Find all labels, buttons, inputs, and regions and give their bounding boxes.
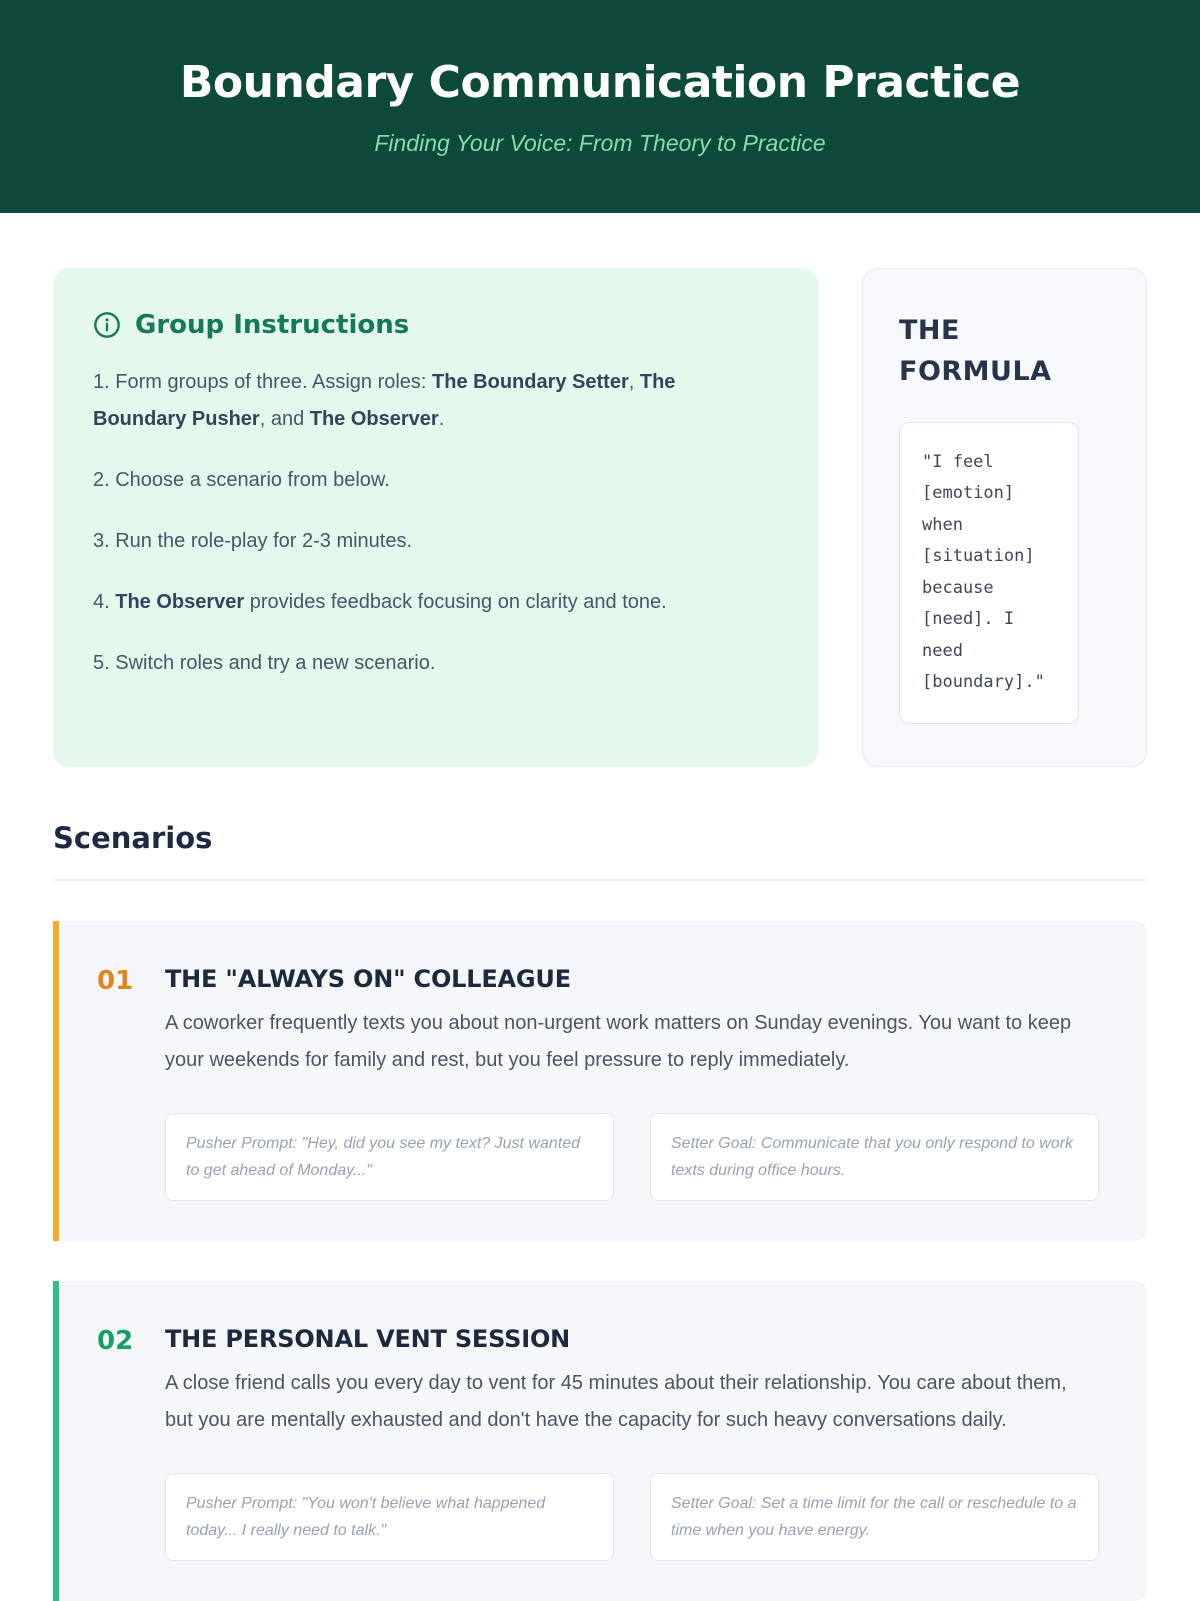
page-subtitle: Finding Your Voice: From Theory to Practice [374,129,826,156]
setter-goal-box: Setter Goal: Set a time limit for the call or reschedule to a time when you have energy. [650,1473,1099,1561]
top-row [53,268,1147,767]
page-title: Boundary Communication Practice [179,56,1021,108]
content-area [53,268,1147,1601]
formula-code: "I feel [emotion] when [situation] because [need]. I need [boundary]." [922,452,1045,693]
instruction-item-5: 5. Switch roles and try a new scenario. [93,652,436,674]
pusher-prompt-box: Pusher Prompt: "You won't believe what happened today... I really need to talk." [165,1473,614,1561]
setter-goal-box: Setter Goal: Communicate that you only respond to work texts during office hours. [650,1113,1099,1201]
info-circle-icon [93,311,121,339]
scenario-card-2 [53,1281,1147,1601]
scenario-title: THE "ALWAYS ON" COLLEAGUE [165,964,571,993]
scenario-card-1 [53,921,1147,1241]
scenario-prompts [165,1473,1099,1561]
pusher-prompt-box: Pusher Prompt: "Hey, did you see my text? Just wanted to get ahead of Monday..." [165,1113,614,1201]
scenario-prompts [165,1113,1099,1201]
instruction-item-3: 3. Run the role-play for 2-3 minutes. [93,530,413,552]
scenarios-heading: Scenarios [53,820,213,855]
instruction-item-1: 1. Form groups of three. Assign roles: The Boundary Setter, The Boundary Pusher, and The Observer. [93,371,676,430]
group-instructions-heading [93,310,774,340]
scenario-description: A coworker frequently texts you about non-urgent work matters on Sunday evenings. You want to keep your weekends for family and rest, but you feel pressure to reply immediately. [165,1011,1072,1071]
instruction-item-2: 2. Choose a scenario from below. [93,469,390,491]
group-instructions-title: Group Instructions [135,310,410,340]
scenario-number: 02 [97,1325,134,1356]
scenario-body [165,965,1099,1201]
formula-title: THE FORMULA [899,315,1052,387]
instruction-item-4: 4. The Observer provides feedback focusing on clarity and tone. [93,591,667,613]
scenario-title: THE PERSONAL VENT SESSION [165,1324,571,1353]
scenario-description: A close friend calls you every day to vent for 45 minutes about their relationship. You care about them, but you are mentally exhausted and don't have the capacity for such heavy conversations daily. [165,1371,1067,1431]
scenario-body [165,1325,1099,1561]
group-instructions-card [53,268,818,767]
formula-code-box [899,422,1079,724]
scenarios-divider [53,879,1147,881]
formula-card [862,268,1147,767]
scenario-number: 01 [97,965,134,996]
page-header [0,0,1200,213]
